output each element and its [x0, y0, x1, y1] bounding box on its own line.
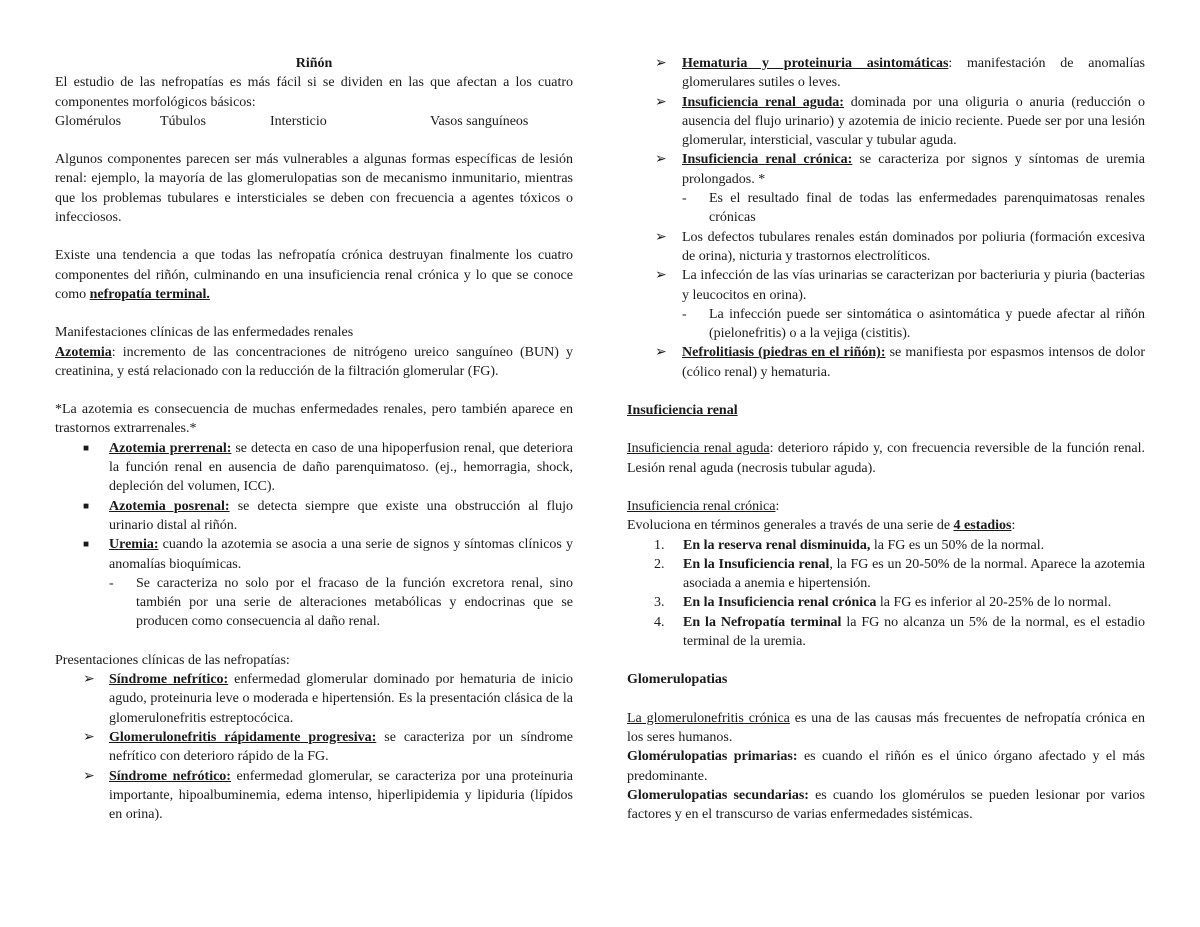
azotemia-definition: Azotemia: incremento de las concentraciones de nitrógeno ureico sanguíneo (BUN) y creatinina, y está relacionado con la reducción de la filtración glomerular (FG).: [55, 344, 573, 379]
list-item: 2. En la Insuficiencia renal, la FG es un 20-50% de la normal. Aparece la azotemia asociada a anemia e hipertensión.: [654, 556, 1145, 592]
presentations-list-right: [627, 54, 1145, 189]
glomerulopatias-heading: Glomerulopatias: [627, 672, 728, 688]
left-column: [55, 54, 573, 824]
uremia-sublist: [55, 574, 573, 632]
page-title: Riñón: [295, 56, 333, 71]
list-item: ➢ Hematuria y proteinuria asintomáticas: manifestación de anomalías glomerulares sutiles o leves.: [655, 56, 1145, 91]
manifestaciones-heading: Manifestaciones clínicas de las enfermedades renales: [55, 325, 354, 341]
nefrolitiasis-list: [627, 343, 1145, 382]
arrow-bullet-icon: ➢: [655, 152, 667, 168]
azotemia-note: *La azotemia es consecuencia de muchas enfermedades renales, pero también aparece en trastornos extrarrenales.*: [55, 402, 573, 437]
list-item: ➢ Los defectos tubulares renales están dominados por poliuria (formación excesiva de orina), nicturia y trastornos electrolíticos.: [655, 229, 1145, 264]
arrow-bullet-icon: ➢: [655, 345, 667, 361]
component-intersticio: Intersticio: [270, 113, 327, 129]
list-item: ➢ Insuficiencia renal crónica: se caracteriza por signos y síntomas de uremia prolongados. *: [655, 152, 1146, 187]
list-item: ➢ Síndrome nefrótico: enfermedad glomerular, se caracteriza por una proteinuria importante, hipoalbuminemia, edema intenso, hiperlipidemia y lipiduria (lípidos en orina).: [83, 768, 573, 823]
primarias-paragraph: Glomérulopatias primarias: es cuando el riñón es el único órgano afectado y el más predominante.: [627, 749, 1145, 784]
arrow-bullet-icon: ➢: [83, 729, 95, 745]
infeccion-sublist: [627, 305, 1145, 344]
defects-list: [627, 228, 1145, 305]
ira-paragraph: Insuficiencia renal aguda: deterioro rápido y, con frecuencia reversible de la función renal. Lesión renal aguda (necrosis tubular aguda).: [627, 441, 1145, 476]
dash-bullet-icon: -: [682, 306, 687, 322]
list-item: - Se caracteriza no solo por el fracaso de la función excretora renal, sino también por una serie de alteraciones metabólicas y endocrinas que se producen como consecuencia al daño renal.: [109, 575, 573, 630]
list-item: ➢ Nefrolitiasis (piedras en el riñón): se manifiesta por espasmos intensos de dolor (cólico renal) y hematuria.: [655, 345, 1146, 380]
tendencia-paragraph: Existe una tendencia a que todas las nefropatía crónica destruyan finalmente los cuatro componentes del riñón, culminando en una insuficiencia renal crónica y lo que se conoce como nefropatía terminal.: [55, 248, 573, 302]
stages-list: [627, 536, 1145, 652]
dash-bullet-icon: -: [682, 191, 687, 207]
azotemia-term: Azotemia: [55, 344, 112, 360]
arrow-bullet-icon: ➢: [655, 56, 667, 71]
list-item: 4. En la Nefropatía terminal la FG no alcanza un 5% de la normal, es el estadio terminal de la uremia.: [654, 614, 1145, 650]
insuficiencia-renal-heading: Insuficiencia renal: [627, 403, 738, 419]
list-item: - La infección puede ser sintomática o asintomática y puede afectar al riñón (pielonefritis) o a la vejiga (cistitis).: [682, 306, 1145, 342]
square-bullet-icon: ■: [83, 500, 90, 512]
list-item: ➢ Síndrome nefrítico: enfermedad glomerular dominado por hematuria de inicio agudo, proteinuria leve o moderada e hipertensión. Es la presentación clásica de la glomerulonefritis estreptocócica.: [83, 672, 573, 726]
glomerulonefritis-paragraph: La glomerulonefritis crónica es una de las causas más frecuentes de nefropatía crónica en los seres humanos.: [627, 710, 1145, 745]
list-item: ➢ Insuficiencia renal aguda: dominada por una oliguria o anuria (reducción o ausencia del flujo urinario) y azotemia de inicio reciente. Puede ser por una lesión glomerular, intersticial, vascular y tubular aguda.: [655, 94, 1146, 149]
list-item: 1. En la reserva renal disminuida, la FG es un 50% de la normal.: [654, 537, 1045, 553]
square-bullet-icon: ■: [83, 442, 90, 454]
vulnerable-paragraph: Algunos componentes parecen ser más vulnerables a algunas formas específicas de lesión renal: ejemplo, la mayoría de las glomerulopatias son de mecanismo inmunitario, mientras que los problemas tubulares e intersticiales se deben con frecuencia a agentes tóxicos o infecciosos.: [55, 152, 573, 226]
list-item: 3. En la Insuficiencia renal crónica la FG es inferior al 20-25% de lo normal.: [654, 595, 1112, 611]
irc-heading: Insuficiencia renal crónica:: [627, 498, 780, 514]
right-column: [627, 54, 1145, 824]
list-item: ■ Azotemia prerrenal: se detecta en caso de una hipoperfusion renal, que deteriora la función renal en ausencia de daño parenquimatoso. (ej., hemorragia, shock, depleción del volumen, ICC).: [83, 440, 573, 495]
presentaciones-heading: Presentaciones clínicas de las nefropatías:: [55, 652, 290, 668]
arrow-bullet-icon: ➢: [83, 672, 95, 688]
nefropatia-terminal-term: nefropatía terminal.: [89, 286, 210, 302]
cronica-sublist: [627, 189, 1145, 228]
estadios-term: 4 estadios: [953, 518, 1012, 534]
secundarias-paragraph: Glomerulopatias secundarias: es cuando los glomérulos se pueden lesionar por varios factores y en el transcurso de varias enfermedades sistémicas.: [627, 787, 1145, 823]
azotemia-types-list: [55, 439, 573, 574]
component-tubulos: Túbulos: [160, 113, 206, 129]
component-vasos: Vasos sanguíneos: [430, 113, 529, 129]
arrow-bullet-icon: ➢: [655, 268, 667, 284]
irc-intro: Evoluciona en términos generales a través de una serie de 4 estadios:: [627, 518, 1016, 534]
arrow-bullet-icon: ➢: [83, 768, 95, 784]
list-item: ➢ Glomerulonefritis rápidamente progresiva: se caracteriza por un síndrome nefrítico con deterioro rápido de la FG.: [83, 729, 573, 765]
arrow-bullet-icon: ➢: [655, 229, 667, 245]
components-row: [55, 112, 573, 131]
square-bullet-icon: ■: [83, 539, 90, 551]
intro-paragraph: El estudio de las nefropatías es más fácil si se dividen en las que afectan a los cuatro componentes morfológicos básicos:: [55, 75, 573, 110]
dash-bullet-icon: -: [109, 575, 114, 591]
component-glomerulos: Glomérulos: [55, 113, 122, 129]
presentations-list-left: [55, 670, 573, 824]
list-item: ➢ La infección de las vías urinarias se caracterizan por bacteriuria y piuria (bacterias y leucocitos en orina).: [655, 268, 1145, 303]
list-item: ■ Azotemia posrenal: se detecta siempre que existe una obstrucción al flujo urinario distal al riñón.: [83, 498, 573, 533]
list-item: - Es el resultado final de todas las enfermedades parenquimatosas renales crónicas: [682, 191, 1145, 226]
list-item: ■ Uremia: cuando la azotemia se asocia a una serie de signos y síntomas clínicos y anomalías bioquímicas.: [83, 537, 573, 572]
arrow-bullet-icon: ➢: [655, 94, 667, 110]
